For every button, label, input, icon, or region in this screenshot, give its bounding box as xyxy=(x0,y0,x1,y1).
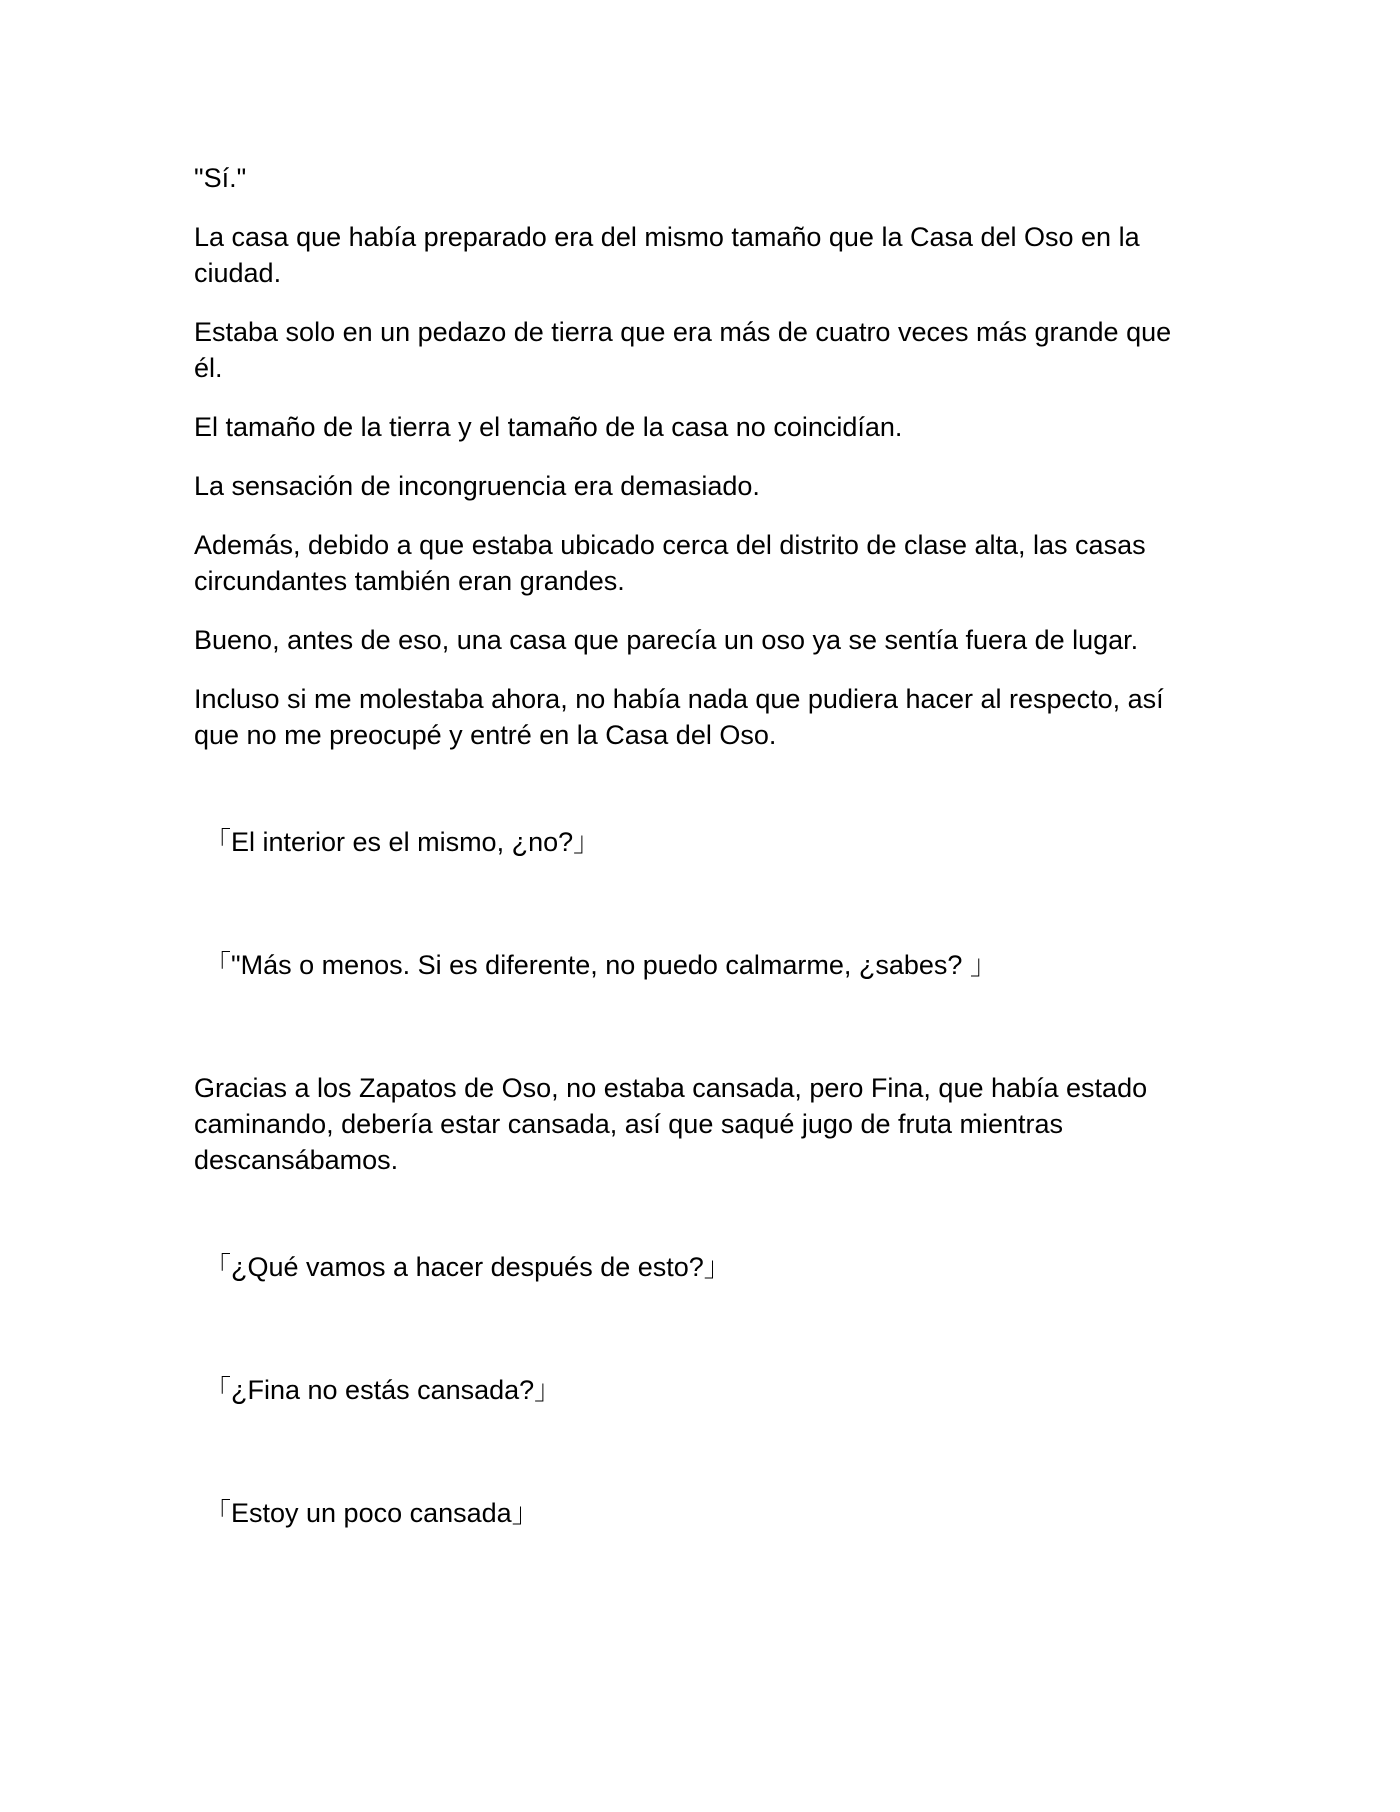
dialogue-line: 「"Más o menos. Si es diferente, no puedo calmarme, ¿sabes? 」 xyxy=(204,950,997,980)
dialogue-line: 「¿Fina no estás cansada?」 xyxy=(204,1375,562,1405)
dialogue-line: 「Estoy un poco cansada」 xyxy=(204,1498,539,1528)
dialogue-line: 「El interior es el mismo, ¿no?」 xyxy=(204,827,601,857)
paragraph: La casa que había preparado era del mismo tamaño que la Casa del Oso en la ciudad. xyxy=(194,222,1140,288)
paragraph: La sensación de incongruencia era demasiado. xyxy=(194,471,760,501)
paragraph: Bueno, antes de eso, una casa que parecía un oso ya se sentía fuera de lugar. xyxy=(194,625,1139,655)
paragraph: El tamaño de la tierra y el tamaño de la casa no coincidían. xyxy=(194,412,903,442)
paragraph: Estaba solo en un pedazo de tierra que era más de cuatro veces más grande que él. xyxy=(194,317,1172,383)
dialogue-line: 「¿Qué vamos a hacer después de esto?」 xyxy=(204,1252,731,1282)
paragraph: Además, debido a que estaba ubicado cerca del distrito de clase alta, las casas circundantes también eran grandes. xyxy=(194,530,1146,596)
paragraph: Gracias a los Zapatos de Oso, no estaba cansada, pero Fina, que había estado caminando, debería estar cansada, así que saqué jugo de fruta mientras descansábamos. xyxy=(194,1073,1148,1175)
document-body xyxy=(194,160,1204,1531)
paragraph: "Sí." xyxy=(194,163,247,193)
paragraph: Incluso si me molestaba ahora, no había nada que pudiera hacer al respecto, así que no me preocupé y entré en la Casa del Oso. xyxy=(194,684,1164,750)
